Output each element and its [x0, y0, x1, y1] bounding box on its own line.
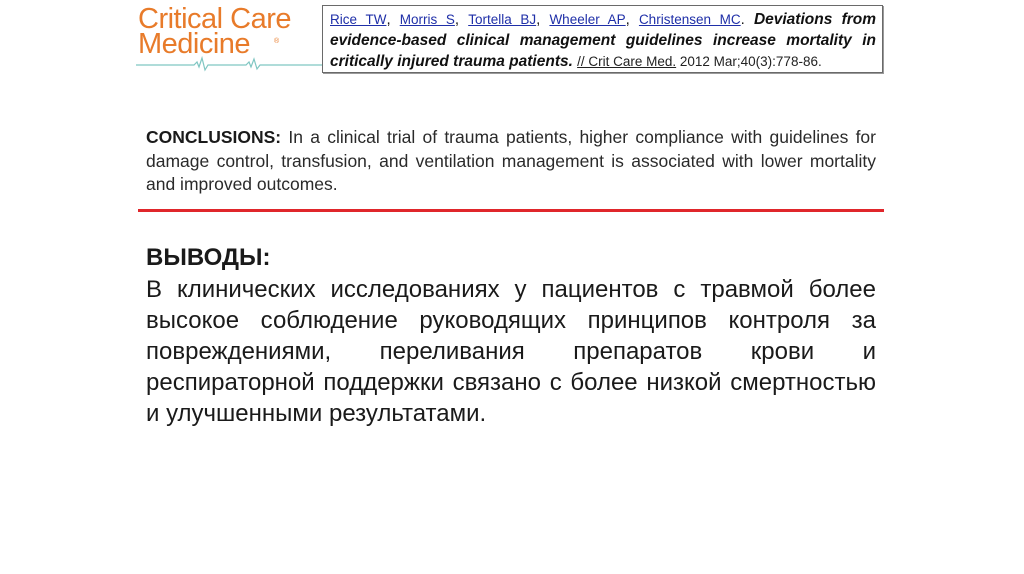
conclusions-paragraph [146, 126, 876, 197]
article-title: Deviations from evidence-based clinical management guidelines increase mortality in critically injured trauma patients. [330, 11, 877, 70]
author-link[interactable]: Tortella BJ [468, 12, 537, 27]
conclusions-text: In a clinical trial of trauma patients, higher compliance with guidelines for damage control, transfusion, and ventilation management is associated with lower mortality and improved outcomes. [146, 127, 876, 194]
author-link[interactable]: Morris S [399, 12, 455, 27]
citation-box [322, 5, 883, 73]
author-separator: , [386, 11, 400, 28]
russian-body: В клинических исследованиях у пациентов с травмой более высокое соблюдение руководящих принципов контроля за повреждениями, переливания препаратов крови и респираторной поддержки связано с более низкой смертностью и улучшенными результатами. [146, 276, 876, 427]
author-link[interactable]: Wheeler AP [549, 12, 626, 27]
author-link[interactable]: Rice TW [330, 12, 387, 27]
author-list-end: . [740, 11, 745, 28]
conclusions-label: CONCLUSIONS: [146, 127, 282, 147]
author-separator: , [536, 11, 550, 28]
logo-text-line1: Critical Care [138, 3, 292, 35]
author-separator: , [454, 11, 469, 28]
author-separator: , [625, 11, 639, 28]
ecg-line-icon [136, 56, 322, 72]
logo-text-line2: Medicine [138, 28, 251, 60]
author-link[interactable]: Christensen MC [638, 12, 741, 27]
journal-logo [136, 2, 322, 74]
red-divider [138, 209, 884, 212]
registered-mark: ® [274, 38, 280, 45]
journal-link[interactable]: // Crit Care Med. [577, 54, 677, 69]
journal-reference: 2012 Mar;40(3):778-86. [676, 54, 822, 69]
russian-heading: ВЫВОДЫ: [146, 244, 271, 271]
